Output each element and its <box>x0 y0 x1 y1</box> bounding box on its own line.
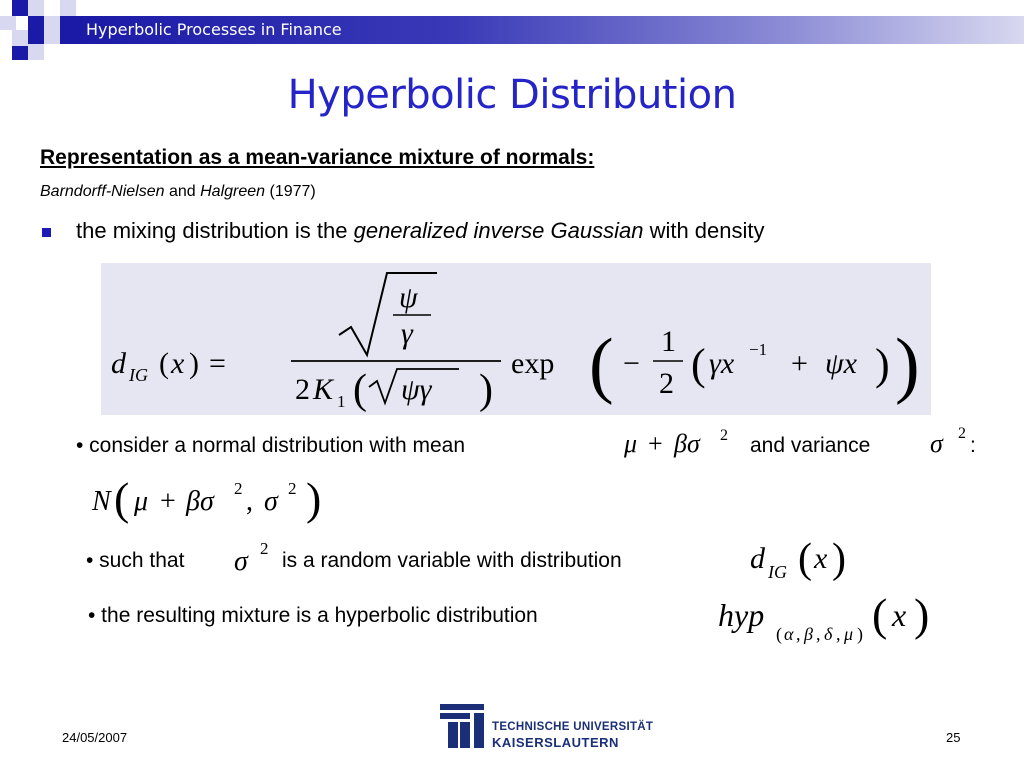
author-1: Barndorff-Nielsen <box>40 183 165 200</box>
slide-number: 25 <box>946 730 961 745</box>
gig-density-formula <box>101 263 931 415</box>
svg-text:): ) <box>189 347 199 380</box>
bullet-text-before: the mixing distribution is the <box>76 218 348 243</box>
svg-text:+: + <box>791 347 808 380</box>
svg-text:+: + <box>648 429 663 458</box>
svg-text:2: 2 <box>958 425 966 442</box>
svg-text:2: 2 <box>260 539 269 558</box>
svg-text:+: + <box>160 486 176 517</box>
footer-date: 24/05/2007 <box>62 730 128 745</box>
svg-text:ψx: ψx <box>825 347 857 380</box>
logo-text-line1: TECHNISCHE UNIVERSITÄT <box>492 721 654 733</box>
svg-text:d: d <box>111 347 126 380</box>
svg-text:IG: IG <box>768 562 787 582</box>
svg-text:μ: μ <box>844 624 854 644</box>
svg-text:exp: exp <box>511 347 555 380</box>
mean-expression <box>620 420 744 462</box>
dig-expression <box>746 532 854 584</box>
svg-text:δ: δ <box>824 624 833 644</box>
svg-text:=: = <box>209 347 226 380</box>
authors-and: and <box>168 183 196 200</box>
svg-text:x: x <box>171 347 185 380</box>
svg-text:σ: σ <box>234 546 248 577</box>
svg-text:−: − <box>623 347 640 380</box>
slide-title: Hyperbolic Distribution <box>287 72 737 118</box>
svg-text:α: α <box>784 624 794 644</box>
svg-text:(: ( <box>159 347 169 380</box>
hyp-expression <box>716 590 956 650</box>
svg-text:,: , <box>796 624 801 644</box>
svg-text:βσ: βσ <box>674 429 700 458</box>
svg-text:σ: σ <box>264 486 278 517</box>
svg-text:): ) <box>832 536 846 582</box>
section-subtitle: Representation as a mean-variance mixture of normals: <box>40 146 595 169</box>
svg-text:): ) <box>875 340 890 389</box>
svg-text:(: ( <box>691 340 706 389</box>
svg-text:β: β <box>804 624 813 644</box>
formula-svg <box>101 263 931 415</box>
svg-text:2: 2 <box>295 373 310 406</box>
svg-text:σ: σ <box>930 429 943 458</box>
logo-text-line2: KAISERSLAUTERN <box>492 735 619 750</box>
authors-citation <box>40 183 316 201</box>
svg-text:−1: −1 <box>749 340 768 359</box>
svg-text:): ) <box>857 624 863 644</box>
svg-text:IG: IG <box>129 365 148 385</box>
svg-text:x: x <box>892 597 907 633</box>
line-such-that-before: • such that <box>86 549 185 572</box>
consider-variance-label: and variance <box>750 434 871 457</box>
variance-expression <box>926 420 976 462</box>
bullet-emphasis: generalized inverse Gaussian <box>353 218 644 243</box>
svg-text:): ) <box>306 473 322 524</box>
svg-text:ψγ: ψγ <box>401 373 432 406</box>
bullet-text-after: with density <box>649 218 765 243</box>
svg-text:(: ( <box>798 536 812 582</box>
svg-text:N: N <box>92 486 111 517</box>
svg-text:x: x <box>814 542 828 575</box>
line-consider <box>76 434 465 458</box>
svg-text:βσ: βσ <box>186 486 214 517</box>
line-such-that-after: is a random variable with distribution <box>282 549 622 572</box>
consider-end-colon: : <box>970 434 976 457</box>
svg-text:1: 1 <box>337 392 346 411</box>
svg-text:2: 2 <box>234 479 243 498</box>
svg-text:(: ( <box>114 473 130 524</box>
svg-text:2: 2 <box>720 427 728 444</box>
svg-text:μ: μ <box>624 429 638 458</box>
svg-text:γ: γ <box>401 317 413 350</box>
svg-text:ψ: ψ <box>399 281 418 314</box>
sigma-squared-expression <box>230 534 280 578</box>
svg-text:hyp: hyp <box>718 597 765 633</box>
svg-text:(: ( <box>589 324 614 406</box>
svg-text:,: , <box>816 624 821 644</box>
author-2: Halgreen <box>200 183 266 200</box>
svg-text:): ) <box>895 324 920 406</box>
line-resulting-mixture: • the resulting mixture is a hyperbolic distribution <box>88 604 538 627</box>
svg-text:,: , <box>246 486 253 517</box>
consider-text-before: • consider a normal distribution with mean <box>76 434 466 457</box>
svg-text:γx: γx <box>709 347 735 380</box>
svg-text:K: K <box>313 373 334 406</box>
svg-text:(: ( <box>353 367 367 413</box>
svg-text:): ) <box>479 367 493 413</box>
bullet-mixing-distribution <box>76 218 765 244</box>
svg-text:,: , <box>836 624 841 644</box>
svg-text:(: ( <box>872 590 888 640</box>
normal-distribution-expression <box>88 466 348 526</box>
svg-text:): ) <box>914 590 930 640</box>
svg-text:μ: μ <box>134 486 149 517</box>
header-title: Hyperbolic Processes in Finance <box>86 20 342 39</box>
bullet-square-icon <box>42 228 51 237</box>
tu-kaiserslautern-logo-icon <box>436 700 488 748</box>
svg-text:1: 1 <box>661 325 676 358</box>
authors-year: (1977) <box>269 183 316 200</box>
svg-text:(: ( <box>776 624 782 644</box>
svg-text:2: 2 <box>288 479 297 498</box>
svg-text:d: d <box>750 542 765 575</box>
svg-text:2: 2 <box>659 367 674 400</box>
